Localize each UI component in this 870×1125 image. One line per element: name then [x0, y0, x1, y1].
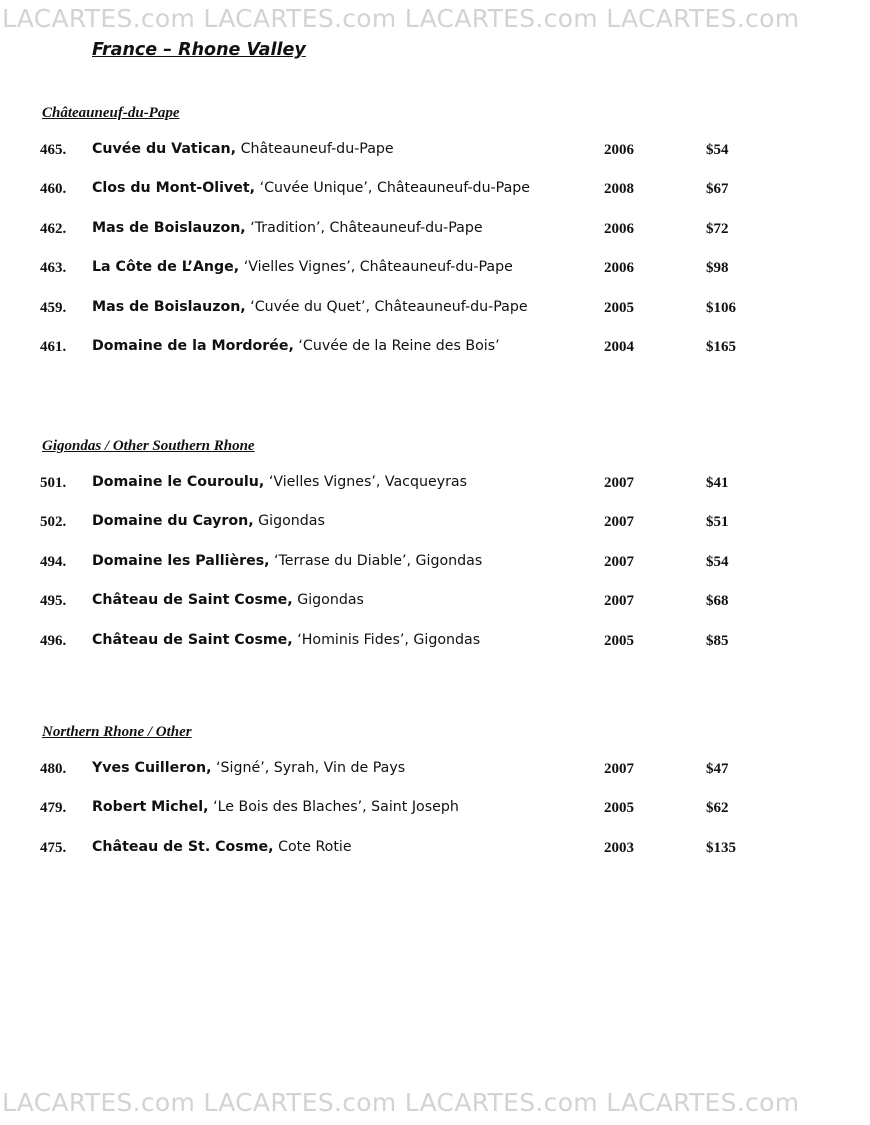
- wine-detail: ‘Cuvée de la Reine des Bois’: [298, 337, 500, 354]
- wine-price: $165: [706, 338, 736, 355]
- wine-producer: Château de St. Cosme,: [92, 838, 274, 855]
- wine-detail: ‘Le Bois des Blaches’, Saint Joseph: [213, 799, 459, 816]
- wine-description: [92, 259, 513, 275]
- wine-producer: Domaine les Pallières,: [92, 552, 270, 569]
- wine-detail: Cote Rotie: [278, 838, 352, 855]
- wine-row: [0, 633, 870, 672]
- wine-price: $54: [706, 142, 729, 158]
- wine-row: [0, 840, 870, 879]
- wine-number: 480.: [40, 761, 67, 777]
- wine-vintage: 2007: [604, 514, 634, 531]
- wine-description: [92, 553, 482, 569]
- wine-vintage: 2007: [604, 475, 634, 491]
- wine-description: [92, 839, 352, 855]
- section-heading: Northern Rhone / Other: [42, 724, 192, 740]
- wine-row: [0, 181, 870, 220]
- wine-producer: Château de Saint Cosme,: [92, 592, 293, 609]
- wine-vintage: 2005: [604, 632, 634, 649]
- wine-price: $54: [706, 553, 729, 570]
- wine-row: [0, 475, 870, 514]
- wine-vintage: 2007: [604, 553, 634, 570]
- wine-producer: Domaine de la Mordorée,: [92, 337, 294, 354]
- wine-producer: Domaine le Couroulu,: [92, 474, 265, 490]
- wine-producer: Yves Cuilleron,: [92, 760, 212, 776]
- wine-number: 461.: [40, 338, 67, 355]
- wine-detail: Gigondas: [297, 592, 364, 609]
- wine-vintage: 2006: [604, 260, 634, 277]
- wine-price: $51: [706, 514, 729, 531]
- section-gigondas: [0, 438, 870, 672]
- wine-price: $47: [706, 761, 729, 777]
- wine-price: $72: [706, 220, 729, 237]
- wine-vintage: 2003: [604, 839, 634, 856]
- wine-list: [0, 475, 870, 672]
- wine-detail: ‘Signé’, Syrah, Vin de Pays: [216, 760, 406, 776]
- wine-detail: Gigondas: [258, 513, 325, 530]
- wine-list: [0, 142, 870, 378]
- wine-vintage: 2006: [604, 142, 634, 158]
- wine-description: [92, 220, 483, 236]
- wine-row: [0, 221, 870, 260]
- wine-number: 494.: [40, 553, 67, 570]
- wine-vintage: 2005: [604, 800, 634, 817]
- wine-list: [0, 761, 870, 879]
- wine-description: [92, 299, 528, 315]
- wine-producer: La Côte de L’Ange,: [92, 259, 240, 276]
- wine-row: [0, 761, 870, 800]
- wine-row: [0, 339, 870, 378]
- wine-number: 502.: [40, 514, 67, 531]
- wine-row: [0, 554, 870, 593]
- wine-detail: ‘Terrase du Diable’, Gigondas: [274, 552, 483, 569]
- wine-description: [92, 141, 394, 157]
- wine-number: 495.: [40, 593, 67, 610]
- wine-description: [92, 799, 459, 815]
- watermark-bottom: LACARTES.com LACARTES.com LACARTES.com LACARTES.com: [2, 1088, 800, 1117]
- wine-vintage: 2007: [604, 761, 634, 777]
- wine-vintage: 2006: [604, 220, 634, 237]
- wine-price: $98: [706, 260, 729, 277]
- wine-number: 460.: [40, 181, 67, 198]
- wine-description: [92, 632, 480, 648]
- wine-description: [92, 338, 500, 354]
- wine-number: 463.: [40, 260, 67, 277]
- wine-row: [0, 300, 870, 339]
- wine-detail: ‘Hominis Fides’, Gigondas: [297, 631, 481, 648]
- wine-vintage: 2007: [604, 593, 634, 610]
- wine-price: $62: [706, 800, 729, 817]
- wine-price: $68: [706, 593, 729, 610]
- wine-detail: ‘Cuvée Unique’, Châteauneuf-du-Pape: [259, 180, 531, 197]
- section-heading: Gigondas / Other Southern Rhone: [42, 438, 255, 454]
- wine-row: [0, 800, 870, 839]
- wine-description: [92, 180, 530, 196]
- wine-row: [0, 514, 870, 553]
- wine-price: $106: [706, 299, 736, 316]
- watermark-top: LACARTES.com LACARTES.com LACARTES.com LACARTES.com: [2, 4, 800, 33]
- section-northern-rhone: [0, 724, 870, 879]
- wine-number: 465.: [40, 142, 67, 158]
- wine-number: 501.: [40, 475, 67, 491]
- wine-number: 496.: [40, 632, 67, 649]
- wine-price: $41: [706, 475, 729, 491]
- wine-description: [92, 474, 467, 490]
- wine-producer: Mas de Boislauzon,: [92, 219, 246, 236]
- wine-description: [92, 592, 364, 608]
- wine-producer: Mas de Boislauzon,: [92, 298, 246, 315]
- wine-vintage: 2005: [604, 299, 634, 316]
- wine-price: $67: [706, 181, 729, 198]
- wine-number: 462.: [40, 220, 67, 237]
- wine-detail: Châteauneuf-du-Pape: [240, 141, 394, 157]
- page-title: France – Rhone Valley: [92, 40, 306, 60]
- wine-producer: Domaine du Cayron,: [92, 513, 254, 530]
- wine-producer: Château de Saint Cosme,: [92, 631, 293, 648]
- wine-detail: ‘Tradition’, Châteauneuf-du-Pape: [250, 219, 483, 236]
- section-heading: Châteauneuf-du-Pape: [42, 105, 180, 121]
- wine-price: $135: [706, 839, 736, 856]
- wine-detail: ‘Vielles Vignes’, Vacqueyras: [268, 474, 468, 490]
- wine-row: [0, 593, 870, 632]
- section-chateauneuf: [0, 105, 870, 378]
- wine-description: [92, 760, 405, 776]
- wine-detail: ‘Vielles Vignes’, Châteauneuf-du-Pape: [243, 259, 513, 276]
- wine-vintage: 2008: [604, 181, 634, 198]
- wine-producer: Clos du Mont-Olivet,: [92, 180, 256, 197]
- wine-vintage: 2004: [604, 338, 634, 355]
- wine-row: [0, 142, 870, 181]
- wine-row: [0, 260, 870, 299]
- wine-number: 459.: [40, 299, 67, 316]
- wine-description: [92, 513, 325, 529]
- wine-producer: Cuvée du Vatican,: [92, 141, 237, 157]
- wine-number: 475.: [40, 839, 67, 856]
- wine-price: $85: [706, 632, 729, 649]
- wine-number: 479.: [40, 800, 67, 817]
- wine-producer: Robert Michel,: [92, 799, 209, 816]
- wine-detail: ‘Cuvée du Quet’, Châteauneuf-du-Pape: [250, 298, 528, 315]
